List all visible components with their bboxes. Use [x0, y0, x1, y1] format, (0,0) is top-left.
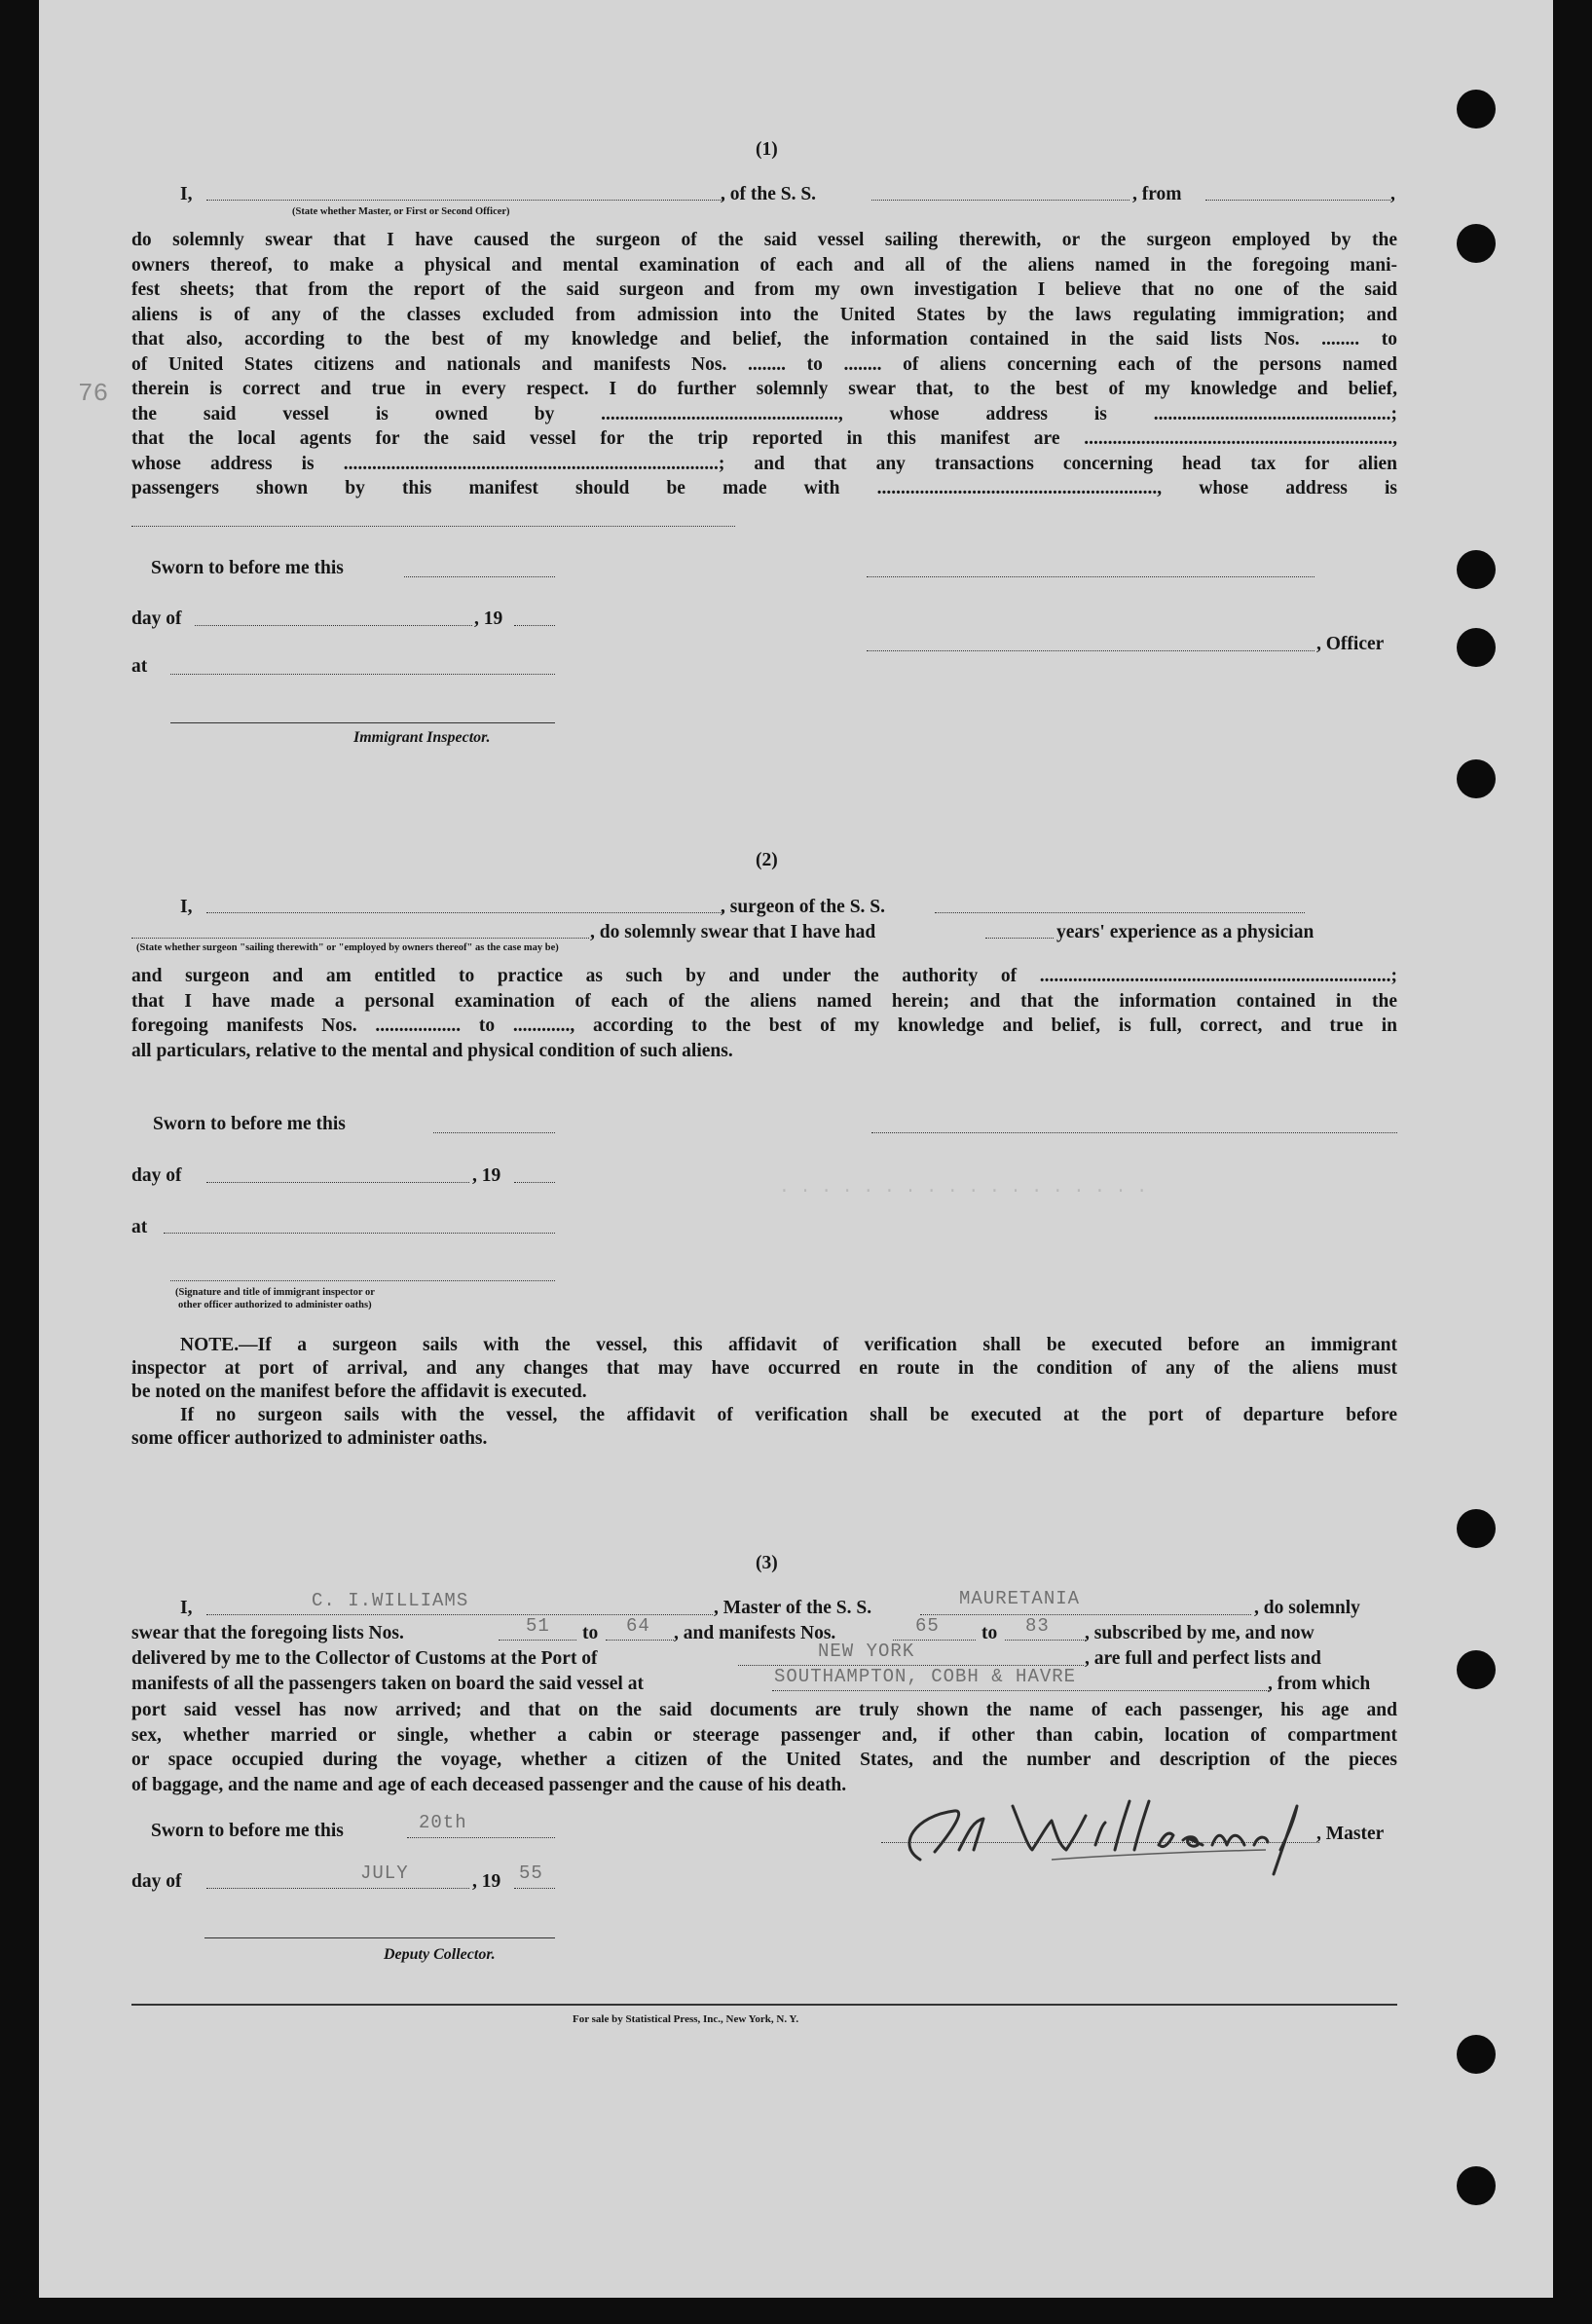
oath-line: sex, whether married or single, whether a cabin or steerage passenger and, if other than cabin, location of compartment [131, 1724, 1397, 1746]
sworn-date-field [407, 1837, 555, 1838]
to-label: to [582, 1623, 599, 1643]
oath-line: that also, according to the best of my knowledge and belief, the information contained in the said lists Nos. ........ to [131, 329, 1397, 350]
day-of-field [206, 1182, 469, 1183]
from-label: , from [1132, 184, 1182, 204]
of-ss-label: , of the S. S. [721, 184, 817, 204]
oath-line: fest sheets; that from the report of the said surgeon and from my own investigation I believe that no one of the said [131, 279, 1397, 300]
and-manifests-label: , and manifests Nos. [674, 1623, 836, 1643]
signature-note: other officer authorized to administer oaths) [178, 1300, 372, 1310]
section-number: (1) [756, 139, 778, 160]
deputy-label: Deputy Collector. [384, 1946, 496, 1963]
do-solemnly-label: , do solemnly [1254, 1598, 1360, 1618]
oath-line: the said vessel is owned by .................................................., whose address is ..................................................; [131, 403, 1397, 424]
binder-hole [1457, 1650, 1496, 1689]
year-label: , 19 [474, 609, 503, 629]
years-field [985, 938, 1054, 939]
surgeon-signature-field [871, 1132, 1397, 1133]
from-which-label: , from which [1268, 1674, 1371, 1694]
oath-i-label: I, [180, 184, 193, 204]
year-value: 55 [519, 1863, 543, 1884]
full-perfect-label: , are full and perfect lists and [1085, 1648, 1321, 1669]
swear-lists-label: swear that the foregoing lists Nos. [131, 1623, 404, 1643]
year-label: , 19 [472, 1165, 501, 1186]
to-label: to [981, 1623, 998, 1643]
master-signature [876, 1791, 1324, 1879]
from-port-field [1205, 200, 1390, 201]
manifests-to-value: 83 [1025, 1615, 1050, 1637]
printer-credit: For sale by Statistical Press, Inc., New York, N. Y. [573, 2013, 799, 2025]
binder-hole [1457, 628, 1496, 667]
note-paragraph [131, 1334, 1397, 1451]
oath-line: therein is correct and true in every respect. I do further solemnly swear that, to the best of my knowledge and belief, [131, 379, 1397, 399]
subscribed-label: , subscribed by me, and now [1085, 1623, 1314, 1643]
sworn-label: Sworn to before me this [151, 558, 344, 578]
sworn-date-field [404, 576, 555, 577]
delivered-label: delivered by me to the Collector of Customs at the Port of [131, 1648, 598, 1669]
year-field [514, 1888, 555, 1889]
sworn-date-field [433, 1132, 555, 1133]
vessel-value: MAURETANIA [959, 1588, 1081, 1609]
surgeon-name-field [206, 912, 722, 913]
note-line: If no surgeon sails with the vessel, the affidavit of verification shall be executed at the port of departure before [180, 1405, 1397, 1425]
vessel-field [871, 200, 1129, 201]
oath-line: passengers shown by this manifest should be made with ..........................................................., whose address is [131, 478, 1397, 498]
day-of-label: day of [131, 1165, 182, 1186]
master-of-label: , Master of the S. S. [714, 1598, 872, 1618]
note-line: be noted on the manifest before the affidavit is executed. [131, 1382, 587, 1402]
manifests-to-field [1005, 1640, 1086, 1641]
oath-i-label: I, [180, 897, 193, 917]
surgeon-vessel-field [935, 912, 1305, 913]
sworn-day-value: 20th [419, 1812, 467, 1833]
binder-hole [1457, 2166, 1496, 2205]
departure-ports-value: SOUTHAMPTON, COBH & HAVRE [774, 1666, 1077, 1687]
binder-hole [1457, 2035, 1496, 2074]
years-label: years' experience as a physician [1056, 922, 1314, 942]
oath-line: whose address is ...............................................................................; and that any transactions concerning head tax for alien [131, 453, 1397, 474]
note-line: NOTE.—If a surgeon sails with the vessel, this affidavit of verification shall be executed before an immigrant [180, 1335, 1397, 1355]
officer-field [867, 650, 1314, 651]
oath-line: do solemnly swear that I have caused the surgeon of the said vessel sailing therewith, or the surgeon employed by the [131, 230, 1397, 250]
comma: , [1390, 184, 1395, 204]
surgeon-oath-body [131, 964, 1397, 1063]
master-note: (State whether Master, or First or Second Officer) [292, 206, 510, 217]
oath-line: aliens is of any of the classes excluded from admission into the United States by the laws regulating immigration; and [131, 304, 1397, 325]
binder-hole [1457, 550, 1496, 589]
section-number: (2) [756, 850, 778, 870]
note-line: inspector at port of arrival, and any changes that may have occurred en route in the condition of any of the aliens must [131, 1358, 1397, 1379]
address-field [131, 526, 735, 527]
year-label: , 19 [472, 1871, 501, 1892]
section-number: (3) [756, 1553, 778, 1573]
surgeon-note: (State whether surgeon "sailing therewith" or "employed by owners thereof" as the case may be) [136, 942, 559, 953]
at-field [164, 1233, 555, 1234]
signature-note: (Signature and title of immigrant inspector or [175, 1287, 375, 1298]
oath-line: all particulars, relative to the mental and physical condition of such aliens. [131, 1040, 733, 1061]
lists-to-value: 64 [626, 1615, 650, 1637]
year-field [514, 625, 555, 626]
footer-rule [131, 2004, 1397, 2006]
surgeon-of-label: , surgeon of the S. S. [721, 897, 886, 917]
oath-line: owners thereof, to make a physical and mental examination of each and all of the aliens named in the foregoing mani- [131, 254, 1397, 276]
inspector-signature-field [170, 1280, 555, 1281]
oath-line: that I have made a personal examination of each of the aliens named herein; and that the information contained in the [131, 990, 1397, 1012]
deputy-signature-line [204, 1937, 555, 1938]
month-value: JULY [360, 1863, 409, 1884]
master-label: , Master [1316, 1824, 1385, 1844]
manifests-all-label: manifests of all the passengers taken on board the said vessel at [131, 1674, 644, 1694]
at-label: at [131, 1217, 148, 1237]
oath-body [131, 228, 1397, 501]
officer-label: , Officer [1316, 634, 1385, 654]
day-of-label: day of [131, 609, 182, 629]
master-oath-body [131, 1698, 1397, 1797]
year-field [514, 1182, 555, 1183]
binder-hole [1457, 1509, 1496, 1548]
oath-i-label: I, [180, 1598, 193, 1618]
lists-to-field [606, 1640, 674, 1641]
sworn-label: Sworn to before me this [153, 1114, 346, 1134]
master-name-value: C. I.WILLIAMS [312, 1590, 469, 1611]
inspector-label: Immigrant Inspector. [353, 729, 491, 746]
oath-line: or space occupied during the voyage, whether a citizen of the United States, and the number and description of the pieces [131, 1750, 1397, 1770]
port-value: NEW YORK [818, 1641, 915, 1662]
binder-hole [1457, 90, 1496, 129]
day-of-label: day of [131, 1871, 182, 1892]
note-line: some officer authorized to administer oaths. [131, 1428, 488, 1449]
binder-hole [1457, 224, 1496, 263]
at-label: at [131, 656, 148, 677]
at-field [170, 674, 555, 675]
lists-from-field [499, 1640, 576, 1641]
bleed-through-text: . . . . . . . . . . . . . . . . . . [779, 1178, 1148, 1198]
oath-line: that the local agents for the said vessel for the trip reported in this manifest are ................................................................., [131, 428, 1397, 449]
oath-line: of United States citizens and nationals and manifests Nos. ........ to ........ of aliens concerning each of the persons named [131, 353, 1397, 375]
day-of-field [206, 1888, 469, 1889]
day-of-field [195, 625, 472, 626]
inspector-signature-line [170, 722, 555, 723]
departure-ports-field [772, 1690, 1269, 1691]
master-signature-field [881, 1842, 1319, 1843]
lists-from-value: 51 [526, 1615, 550, 1637]
oath-line: port said vessel has now arrived; and that on the said documents are truly shown the name of each passenger, his age and [131, 1700, 1397, 1720]
master-name-field [206, 200, 722, 201]
sworn-label: Sworn to before me this [151, 1821, 344, 1841]
oath-line: foregoing manifests Nos. .................. to ............, according to the best of my knowledge and belief, is full, correct, and true in [131, 1015, 1397, 1036]
vessel-field [920, 1614, 1251, 1615]
surgeon-type-field [131, 938, 589, 939]
officer-signature-field [867, 576, 1314, 577]
swear-label: , do solemnly swear that I have had [590, 922, 876, 942]
margin-mark: 76 [78, 379, 109, 408]
binder-hole [1457, 759, 1496, 798]
oath-line: and surgeon and am entitled to practice as such by and under the authority of ..........................................................................; [131, 966, 1397, 986]
oath-line: of baggage, and the name and age of each deceased passenger and the cause of his death. [131, 1774, 847, 1795]
manifests-from-value: 65 [915, 1615, 940, 1637]
